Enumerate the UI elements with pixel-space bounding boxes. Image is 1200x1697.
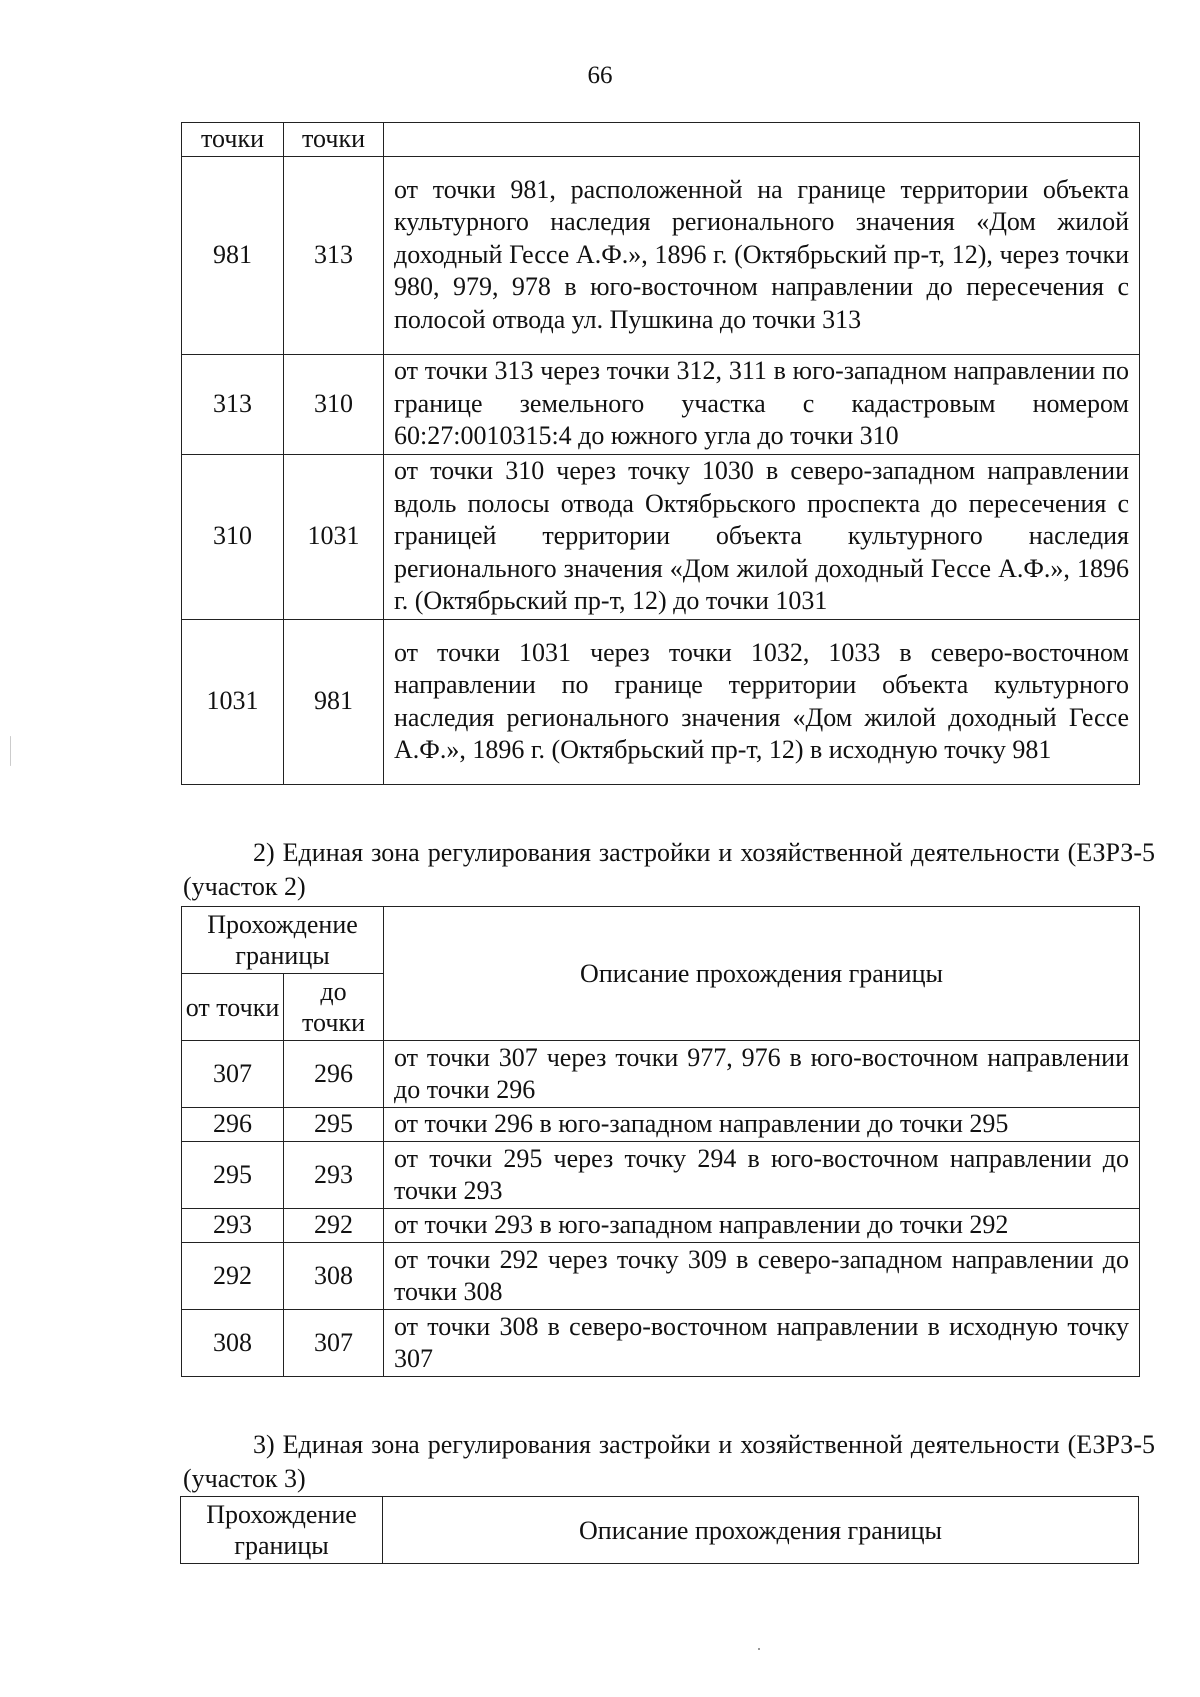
cell-from-point: 1031 — [182, 619, 284, 784]
section-heading-2: 2) Единая зона регулирования застройки и хозяйственной деятельности (ЕЗРЗ-5 (участок 2) — [183, 838, 1155, 901]
section-heading-3: 3) Единая зона регулирования застройки и хозяйственной деятельности (ЕЗРЗ-5 (участок 3) — [183, 1430, 1155, 1493]
header-passage: Прохождение границы — [181, 1497, 383, 1564]
cell-description: от точки 981, расположенной на границе территории объекта культурного наследия регионального значения «Дом жилой доходный Гессе А.Ф.», 1896 г. (Октябрьский пр-т, 12), через точки 980, 979, 978 в юго-восточном направлении до пересечения с полосой отвода ул. Пушкина до точки 313 — [384, 156, 1140, 354]
header-cell-to: точки — [284, 123, 384, 157]
cell-from-point: 313 — [182, 354, 284, 454]
cell-description: от точки 310 через точку 1030 в северо-западном направлении вдоль полосы отвода Октябрьского проспекта до пересечения с границей территории объекта культурного наследия регионального значения «Дом жилой доходный Гессе А.Ф.», 1896 г. (Октябрьский пр-т, 12) до точки 1031 — [384, 454, 1140, 619]
cell-from-point: 293 — [182, 1209, 284, 1243]
table-row — [182, 1243, 1140, 1310]
header-cell-description — [384, 123, 1140, 157]
table-row — [182, 454, 1140, 619]
cell-description: от точки 295 через точку 294 в юго-восточном направлении до точки 293 — [384, 1142, 1140, 1209]
header-description: Описание прохождения границы — [383, 1497, 1139, 1564]
cell-description: от точки 313 через точки 312, 311 в юго-западном направлении по границе земельного участка с кадастровым номером 60:27:0010315:4 до южного угла до точки 310 — [384, 354, 1140, 454]
cell-to-point: 1031 — [284, 454, 384, 619]
table-row — [182, 1310, 1140, 1377]
cell-to-point: 307 — [284, 1310, 384, 1377]
table-row — [182, 1041, 1140, 1108]
table-row — [182, 619, 1140, 784]
cell-to-point: 981 — [284, 619, 384, 784]
page-number: 66 — [587, 62, 613, 89]
header-from: от точки — [182, 974, 284, 1041]
header-description: Описание прохождения границы — [384, 907, 1140, 1041]
table-row — [182, 1142, 1140, 1209]
cell-description: от точки 1031 через точки 1032, 1033 в северо-восточном направлении по границе территории объекта культурного наследия регионального значения «Дом жилой доходный Гессе А.Ф.», 1896 г. (Октябрьский пр-т, 12) в исходную точку 981 — [384, 619, 1140, 784]
table-header-row — [181, 1497, 1139, 1564]
cell-description: от точки 308 в северо-восточном направлении в исходную точку 307 — [384, 1310, 1140, 1377]
cell-description: от точки 293 в юго-западном направлении до точки 292 — [384, 1209, 1140, 1243]
scan-speck — [758, 1648, 760, 1650]
cell-from-point: 296 — [182, 1108, 284, 1142]
cell-to-point: 313 — [284, 156, 384, 354]
cell-to-point: 293 — [284, 1142, 384, 1209]
cell-from-point: 308 — [182, 1310, 284, 1377]
cell-from-point: 292 — [182, 1243, 284, 1310]
cell-to-point: 295 — [284, 1108, 384, 1142]
boundary-table-3 — [180, 1496, 1139, 1564]
cell-description: от точки 292 через точку 309 в северо-западном направлении до точки 308 — [384, 1243, 1140, 1310]
cell-from-point: 295 — [182, 1142, 284, 1209]
cell-description: от точки 307 через точки 977, 976 в юго-восточном направлении до точки 296 — [384, 1041, 1140, 1108]
header-cell-from: точки — [182, 123, 284, 157]
cell-from-point: 307 — [182, 1041, 284, 1108]
cell-to-point: 308 — [284, 1243, 384, 1310]
table-continuation-header — [182, 123, 1140, 157]
table-row — [182, 354, 1140, 454]
cell-to-point: 292 — [284, 1209, 384, 1243]
cell-to-point: 296 — [284, 1041, 384, 1108]
cell-from-point: 310 — [182, 454, 284, 619]
table-row — [182, 1108, 1140, 1142]
table-row — [182, 156, 1140, 354]
cell-from-point: 981 — [182, 156, 284, 354]
cell-to-point: 310 — [284, 354, 384, 454]
cell-description: от точки 296 в юго-западном направлении до точки 295 — [384, 1108, 1140, 1142]
boundary-table-1 — [181, 122, 1140, 785]
table-row — [182, 1209, 1140, 1243]
header-to: до точки — [284, 974, 384, 1041]
table-header-row — [182, 907, 1140, 974]
scan-edge-mark — [10, 736, 11, 766]
boundary-table-2 — [181, 906, 1140, 1377]
header-passage: Прохождение границы — [182, 907, 384, 974]
